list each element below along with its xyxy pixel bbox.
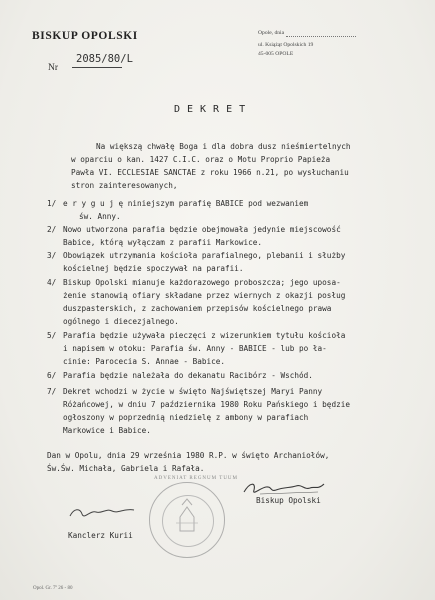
point-line: Nowo utworzona parafia będzie obejmowała jedynie miejscowość xyxy=(63,225,341,234)
point-number: 7/ xyxy=(47,387,57,396)
document-number-label: Nr xyxy=(48,63,59,73)
point-line: Różańcowej, w dniu 7 października 1980 Roku Pańskiego i będzie xyxy=(63,400,350,409)
point-line: Markowice i Babice. xyxy=(63,426,151,435)
point-line: Parafia będzie używała pieczęci z wizerunkiem tytułu kościoła xyxy=(63,331,346,340)
document-title: DEKRET xyxy=(174,104,253,115)
issuer-heading: BISKUP OPOLSKI xyxy=(32,30,138,42)
address-street: ul. Książąt Opolskich 19 xyxy=(258,42,314,48)
point-number: 2/ xyxy=(47,225,57,234)
official-seal xyxy=(149,482,225,558)
point-line: ogłoszony w poprzednią niedzielę z ambony w parafiach xyxy=(63,413,309,422)
document-number-underline xyxy=(72,67,122,68)
address-city-date: Opole, dnia xyxy=(258,30,285,36)
point-line: duszpasterskich, z zachowaniem przepisów kościelnego prawa xyxy=(63,304,332,313)
intro-line: Pawła VI. ECCLESIAE SANCTAE z roku 1966 n.21, po wysłuchaniu xyxy=(71,168,349,177)
document-number: 2085/80/L xyxy=(76,53,133,65)
point-line: Biskup Opolski mianuje każdorazowego proboszcza; jego uposa- xyxy=(63,278,341,287)
point-number: 5/ xyxy=(47,331,57,340)
point-line: żenie stanowią ofiary składane przez wiernych z okazji posług xyxy=(63,291,346,300)
point-line: Obowiązek utrzymania kościoła parafialnego, plebanii i służby xyxy=(63,251,346,260)
date-place-line: Dan w Opolu, dnia 29 września 1980 R.P. w święto Archaniołów, xyxy=(47,451,330,460)
point-line: Babice, którą wyłączam z parafii Markowice. xyxy=(63,238,263,247)
point-number: 3/ xyxy=(47,251,57,260)
bishop-title: Biskup Opolski xyxy=(256,496,321,505)
point-number: 1/ xyxy=(47,199,57,208)
seal-emblem xyxy=(150,483,224,557)
seal-inscription: ADVENIAT REGNUM TUUM xyxy=(154,476,238,481)
point-line: cinie: Parocecia S. Annae - Babice. xyxy=(63,357,225,366)
point-line: św. Anny. xyxy=(79,212,121,221)
chancellor-title: Kanclerz Kurii xyxy=(68,531,133,540)
intro-line: Na większą chwałę Boga i dla dobra dusz nieśmiertelnych xyxy=(96,142,351,151)
point-line: i napisem w otoku: Parafia św. Anny - BABICE - lub po ła- xyxy=(63,344,327,353)
intro-line: stron zainteresowanych, xyxy=(71,181,178,190)
print-mark: Opol. Gr. 7º 26 - 80 xyxy=(33,586,73,591)
chancellor-handwritten-signature xyxy=(66,502,142,524)
point-line: e r y g u j ę niniejszym parafię BABICE pod wezwaniem xyxy=(63,199,309,208)
point-line: ogólnego i diecezjalnego. xyxy=(63,317,179,326)
date-place-line: Św.Św. Michała, Gabriela i Rafała. xyxy=(47,464,205,473)
point-line: Dekret wchodzi w życie w święto Najświętszej Maryi Panny xyxy=(63,387,323,396)
point-number: 4/ xyxy=(47,278,57,287)
point-line: kościelnej będzie spoczywał na parafii. xyxy=(63,264,244,273)
point-line: Parafia będzie należała do dekanatu Racibórz - Wschód. xyxy=(63,371,313,380)
point-number: 6/ xyxy=(47,371,57,380)
date-dotted-line xyxy=(286,36,356,37)
intro-line: w oparciu o kan. 1427 C.I.C. oraz o Motu Proprio Papieża xyxy=(71,155,331,164)
address-postal: 45-005 OPOLE xyxy=(258,51,294,57)
